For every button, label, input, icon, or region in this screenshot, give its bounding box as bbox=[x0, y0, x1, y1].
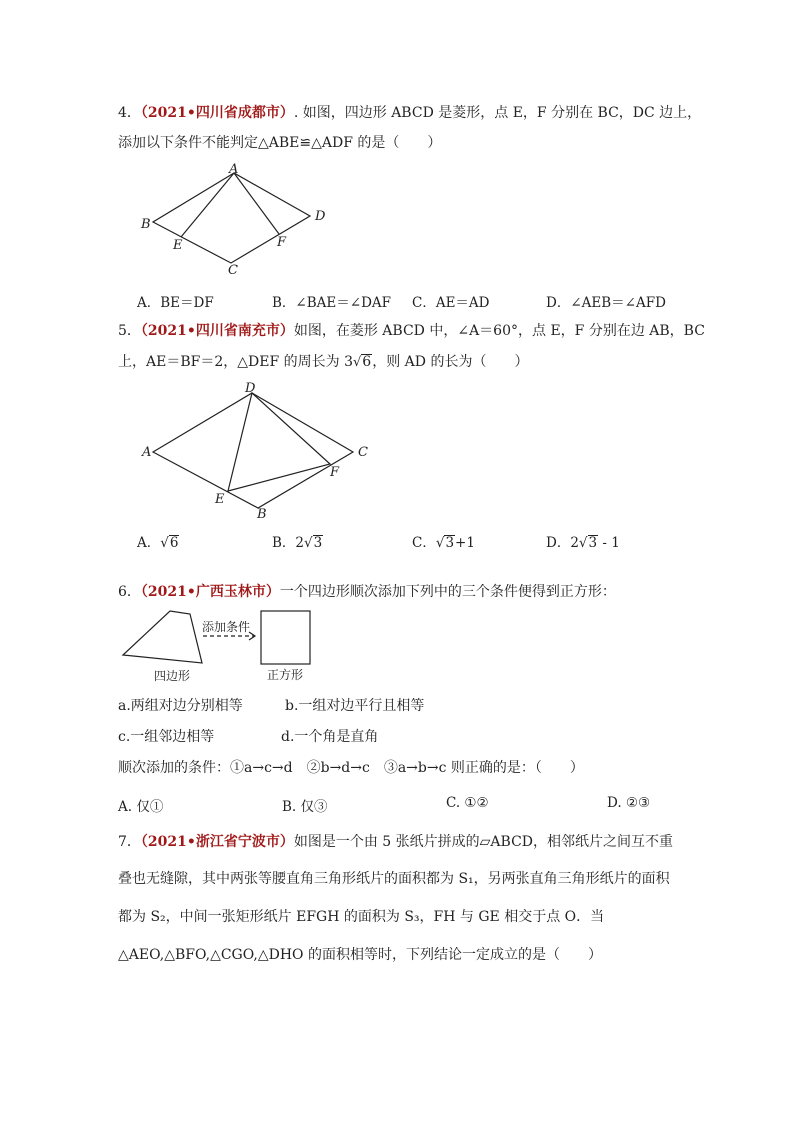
q5-opt-a-radicand: 6 bbox=[169, 535, 179, 551]
q5-opt-b-prefix: B．2 bbox=[272, 535, 305, 551]
q4-stem-line1 bbox=[118, 103, 701, 123]
q7-number: 7． bbox=[118, 834, 141, 850]
q5-rhombus-outline bbox=[153, 393, 353, 508]
q5-option-c[interactable] bbox=[412, 531, 475, 551]
q6-option-d[interactable]: D. ②③ bbox=[607, 795, 651, 811]
q6-condition-a: a.两组对边分别相等 bbox=[118, 698, 243, 714]
q6-square-label: 正方形 bbox=[267, 668, 304, 682]
q5-option-a[interactable] bbox=[137, 531, 179, 551]
q4-option-c[interactable]: C．AE＝AD bbox=[412, 295, 490, 311]
q5-label-b: B bbox=[257, 507, 267, 522]
q5-source: （2021•四川省南充市） bbox=[140, 323, 294, 339]
q6-condition-c: c.一组邻边相等 bbox=[118, 729, 215, 745]
q5-stem-line2 bbox=[118, 352, 528, 373]
q5-opt-c-suffix: +1 bbox=[455, 535, 475, 551]
q5-opt-d-radicand: 3 bbox=[588, 535, 598, 551]
q5-radical-sign: √ bbox=[352, 355, 362, 370]
q5-opt-c-prefix: C． bbox=[412, 535, 436, 551]
q4-label-d: D bbox=[315, 209, 326, 224]
q4-option-b[interactable]: B．∠BAE＝∠DAF bbox=[272, 295, 392, 311]
q6-quadrilateral bbox=[123, 611, 202, 663]
q7-line1-text: 如图是一个由 5 张纸片拼成的▱ABCD，相邻纸片之间互不重 bbox=[293, 834, 674, 850]
q5-opt-c-radical: √ bbox=[435, 535, 445, 551]
q4-option-a[interactable]: A．BE＝DF bbox=[137, 295, 214, 311]
q6-option-c[interactable]: C. ①② bbox=[446, 795, 489, 811]
q7-line2: 叠也无缝隙，其中两张等腰直角三角形纸片的面积都为 S₁，另两张直角三角形纸片的面积 bbox=[118, 871, 670, 887]
q5-label-d: D bbox=[245, 381, 256, 396]
q5-label-f: F bbox=[330, 465, 340, 480]
q6-order-line: 顺次添加的条件：①a→c→d ②b→d→c ③a→b→c 则正确的是：（ ） bbox=[118, 760, 584, 776]
q4-segment-ae bbox=[181, 173, 234, 237]
q4-label-b: B bbox=[141, 217, 151, 232]
q4-option-d[interactable]: D．∠AEB＝∠AFD bbox=[546, 295, 666, 311]
q6-stem-line bbox=[118, 582, 616, 602]
q5-opt-a-prefix: A． bbox=[137, 535, 161, 551]
q5-opt-d-radical: √ bbox=[578, 535, 588, 551]
q4-label-e: E bbox=[173, 238, 183, 253]
q6-number: 6． bbox=[118, 584, 141, 600]
q5-label-a: A bbox=[142, 445, 152, 460]
q7-line1 bbox=[118, 832, 673, 852]
q5-label-e: E bbox=[215, 492, 225, 507]
q5-stem2-radicand: 6 bbox=[362, 354, 372, 370]
q6-quadrilateral-label: 四边形 bbox=[154, 669, 191, 683]
q4-source: （2021•四川省成都市） bbox=[140, 105, 294, 121]
q4-rhombus-figure bbox=[130, 162, 340, 282]
q7-source: （2021•浙江省宁波市） bbox=[140, 834, 294, 850]
q5-rhombus-figure bbox=[138, 378, 378, 523]
q4-label-f: F bbox=[277, 235, 287, 250]
q5-stem2-part1: 上，AE＝BF＝2，△DEF 的周长为 3 bbox=[118, 354, 353, 370]
q6-figure bbox=[118, 607, 318, 685]
q5-option-d[interactable] bbox=[546, 531, 620, 551]
q5-number: 5． bbox=[118, 323, 141, 339]
q5-option-b[interactable] bbox=[272, 531, 323, 551]
q4-segment-af bbox=[234, 173, 279, 234]
q6-source: （2021•广西玉林市） bbox=[140, 584, 280, 600]
q5-opt-d-suffix: - 1 bbox=[598, 535, 620, 551]
q5-stem-line1 bbox=[118, 321, 705, 341]
q5-stem2-part2: ，则 AD 的长为（ ） bbox=[372, 354, 529, 370]
q7-line4: △AEO,△BFO,△CGO,△DHO 的面积相等时，下列结论一定成立的是（ ） bbox=[118, 947, 602, 963]
q4-number: 4． bbox=[118, 105, 141, 121]
q5-triangle-def bbox=[228, 393, 330, 491]
q5-opt-a-radical: √ bbox=[160, 535, 169, 551]
q5-opt-c-radicand: 3 bbox=[445, 535, 455, 551]
q5-stem1: 如图，在菱形 ABCD 中，∠A＝60°，点 E，F 分别在边 AB，BC bbox=[293, 323, 705, 339]
q6-option-a[interactable]: A. 仅① bbox=[118, 799, 164, 815]
q5-opt-b-radicand: 3 bbox=[313, 535, 323, 551]
q4-stem-line2: 添加以下条件不能判定△ABE≌△ADF 的是（ ） bbox=[118, 135, 442, 151]
q5-opt-d-prefix: D．2 bbox=[546, 535, 579, 551]
q5-opt-b-radical: √ bbox=[304, 535, 313, 551]
q6-square bbox=[261, 611, 310, 664]
q6-condition-d: d.一个角是直角 bbox=[281, 729, 379, 745]
q6-arrow-label: 添加条件 bbox=[202, 620, 251, 634]
q6-condition-b: b.一组对边平行且相等 bbox=[285, 698, 425, 714]
q4-stem1: . 如图，四边形 ABCD 是菱形，点 E，F 分别在 BC，DC 边上， bbox=[293, 105, 702, 121]
q4-label-c: C bbox=[228, 263, 238, 278]
q4-label-a: A bbox=[229, 162, 239, 177]
q6-stem: 一个四边形顺次添加下列中的三个条件便得到正方形： bbox=[279, 584, 616, 600]
q7-line3: 都为 S₂，中间一张矩形纸片 EFGH 的面积为 S₃，FH 与 GE 相交于点 O．当 bbox=[118, 909, 605, 925]
q5-label-c: C bbox=[358, 445, 368, 460]
q6-option-b[interactable]: B. 仅③ bbox=[282, 799, 328, 815]
